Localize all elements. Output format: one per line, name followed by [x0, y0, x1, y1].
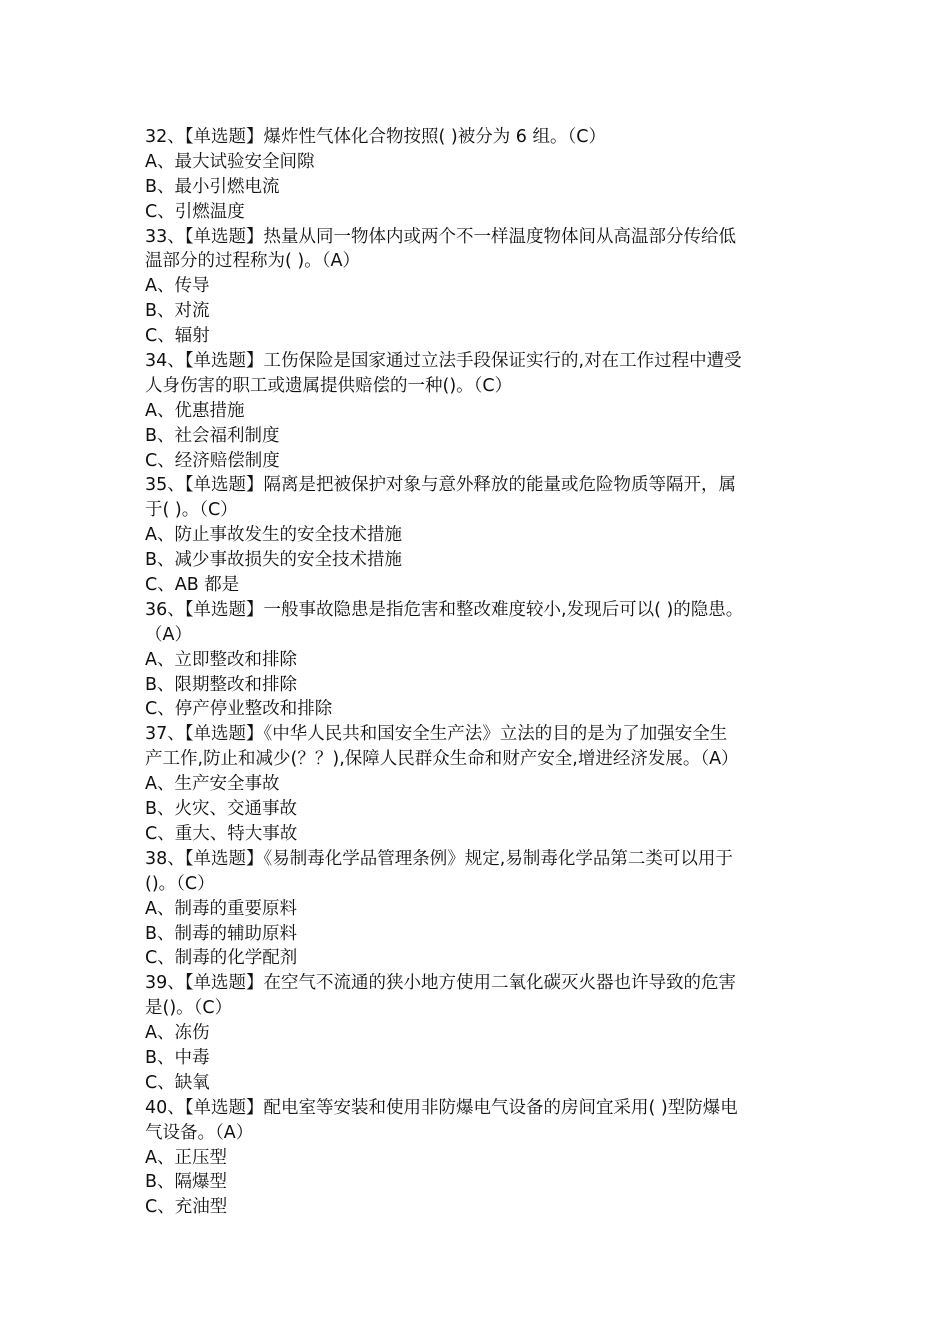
question-block — [145, 473, 810, 597]
answer-option: A、制毒的重要原料 — [145, 898, 297, 919]
answer-option: C、辐射 — [145, 326, 210, 347]
answer-option: A、防止事故发生的安全技术措施 — [145, 525, 402, 546]
question-text: 39、【单选题】在空气不流通的狭小地方使用二氧化碳灭火器也许导致的危害 — [145, 973, 737, 994]
question-text: （A） — [145, 624, 192, 645]
answer-option: C、充油型 — [145, 1197, 228, 1218]
question-text: 温部分的过程称为( )。（A） — [145, 251, 360, 272]
question-text: 32、【单选题】爆炸性气体化合物按照( )被分为 6 组。（C） — [145, 127, 606, 147]
answer-option: B、社会福利制度 — [145, 425, 280, 446]
question-block — [145, 847, 810, 971]
question-text: 人身伤害的职工或遗属提供赔偿的一种()。（C） — [145, 375, 513, 396]
answer-option: B、隔爆型 — [145, 1172, 228, 1193]
answer-option: A、传导 — [145, 276, 210, 297]
question-text: 35、【单选题】隔离是把被保护对象与意外释放的能量或危险物质等隔开，属 — [145, 475, 737, 496]
question-block — [145, 598, 810, 722]
answer-option: A、立即整改和排除 — [145, 649, 297, 670]
question-block — [145, 1096, 810, 1220]
answer-option: C、重大、特大事故 — [145, 823, 298, 844]
answer-option: B、减少事故损失的安全技术措施 — [145, 550, 403, 571]
question-block — [145, 971, 810, 1095]
answer-option: C、引燃温度 — [145, 201, 245, 222]
question-text: 气设备。（A） — [145, 1122, 254, 1143]
question-text: 40、【单选题】配电室等安装和使用非防爆电气设备的房间宜采用( )型防爆电 — [145, 1097, 738, 1118]
answer-option: C、AB 都是 — [145, 575, 240, 596]
question-text: ()。（C） — [145, 873, 215, 894]
question-text: 是()。（C） — [145, 998, 233, 1019]
answer-option: B、限期整改和排除 — [145, 674, 298, 695]
question-text: 34、【单选题】工伤保险是国家通过立法手段保证实行的,对在工作过程中遭受 — [145, 351, 742, 372]
question-block — [145, 349, 810, 473]
question-text: 于( )。（C） — [145, 500, 238, 521]
question-block — [145, 225, 810, 349]
question-text: 37、【单选题】《中华人民共和国安全生产法》立法的目的是为了加强安全生 — [145, 724, 728, 745]
answer-option: A、正压型 — [145, 1147, 227, 1168]
answer-option: A、冻伤 — [145, 1023, 210, 1044]
question-text: 产工作,防止和减少(？？),保障人民群众生命和财产安全,增进经济发展。（A） — [145, 749, 739, 770]
answer-option: B、火灾、交通事故 — [145, 799, 298, 820]
answer-option: C、经济赔偿制度 — [145, 450, 280, 471]
answer-option: A、生产安全事故 — [145, 774, 280, 795]
answer-option: C、停产停业整改和排除 — [145, 699, 333, 720]
answer-option: A、优惠措施 — [145, 400, 245, 421]
answer-option: C、缺氧 — [145, 1072, 210, 1093]
question-text: 33、【单选题】热量从同一物体内或两个不一样温度物体间从高温部分传给低 — [145, 226, 737, 247]
answer-option: B、最小引燃电流 — [145, 176, 280, 197]
question-block — [145, 125, 810, 225]
answer-option: B、对流 — [145, 301, 210, 322]
question-text: 36、【单选题】一般事故隐患是指危害和整改难度较小,发现后可以( )的隐患。 — [145, 599, 744, 620]
answer-option: A、最大试验安全间隙 — [145, 151, 315, 172]
question-block — [145, 722, 810, 846]
answer-option: B、制毒的辅助原料 — [145, 923, 298, 944]
answer-option: B、中毒 — [145, 1047, 210, 1068]
question-list — [145, 125, 810, 1220]
question-text: 38、【单选题】《易制毒化学品管理条例》规定,易制毒化学品第二类可以用于 — [145, 848, 733, 869]
answer-option: C、制毒的化学配剂 — [145, 948, 298, 969]
